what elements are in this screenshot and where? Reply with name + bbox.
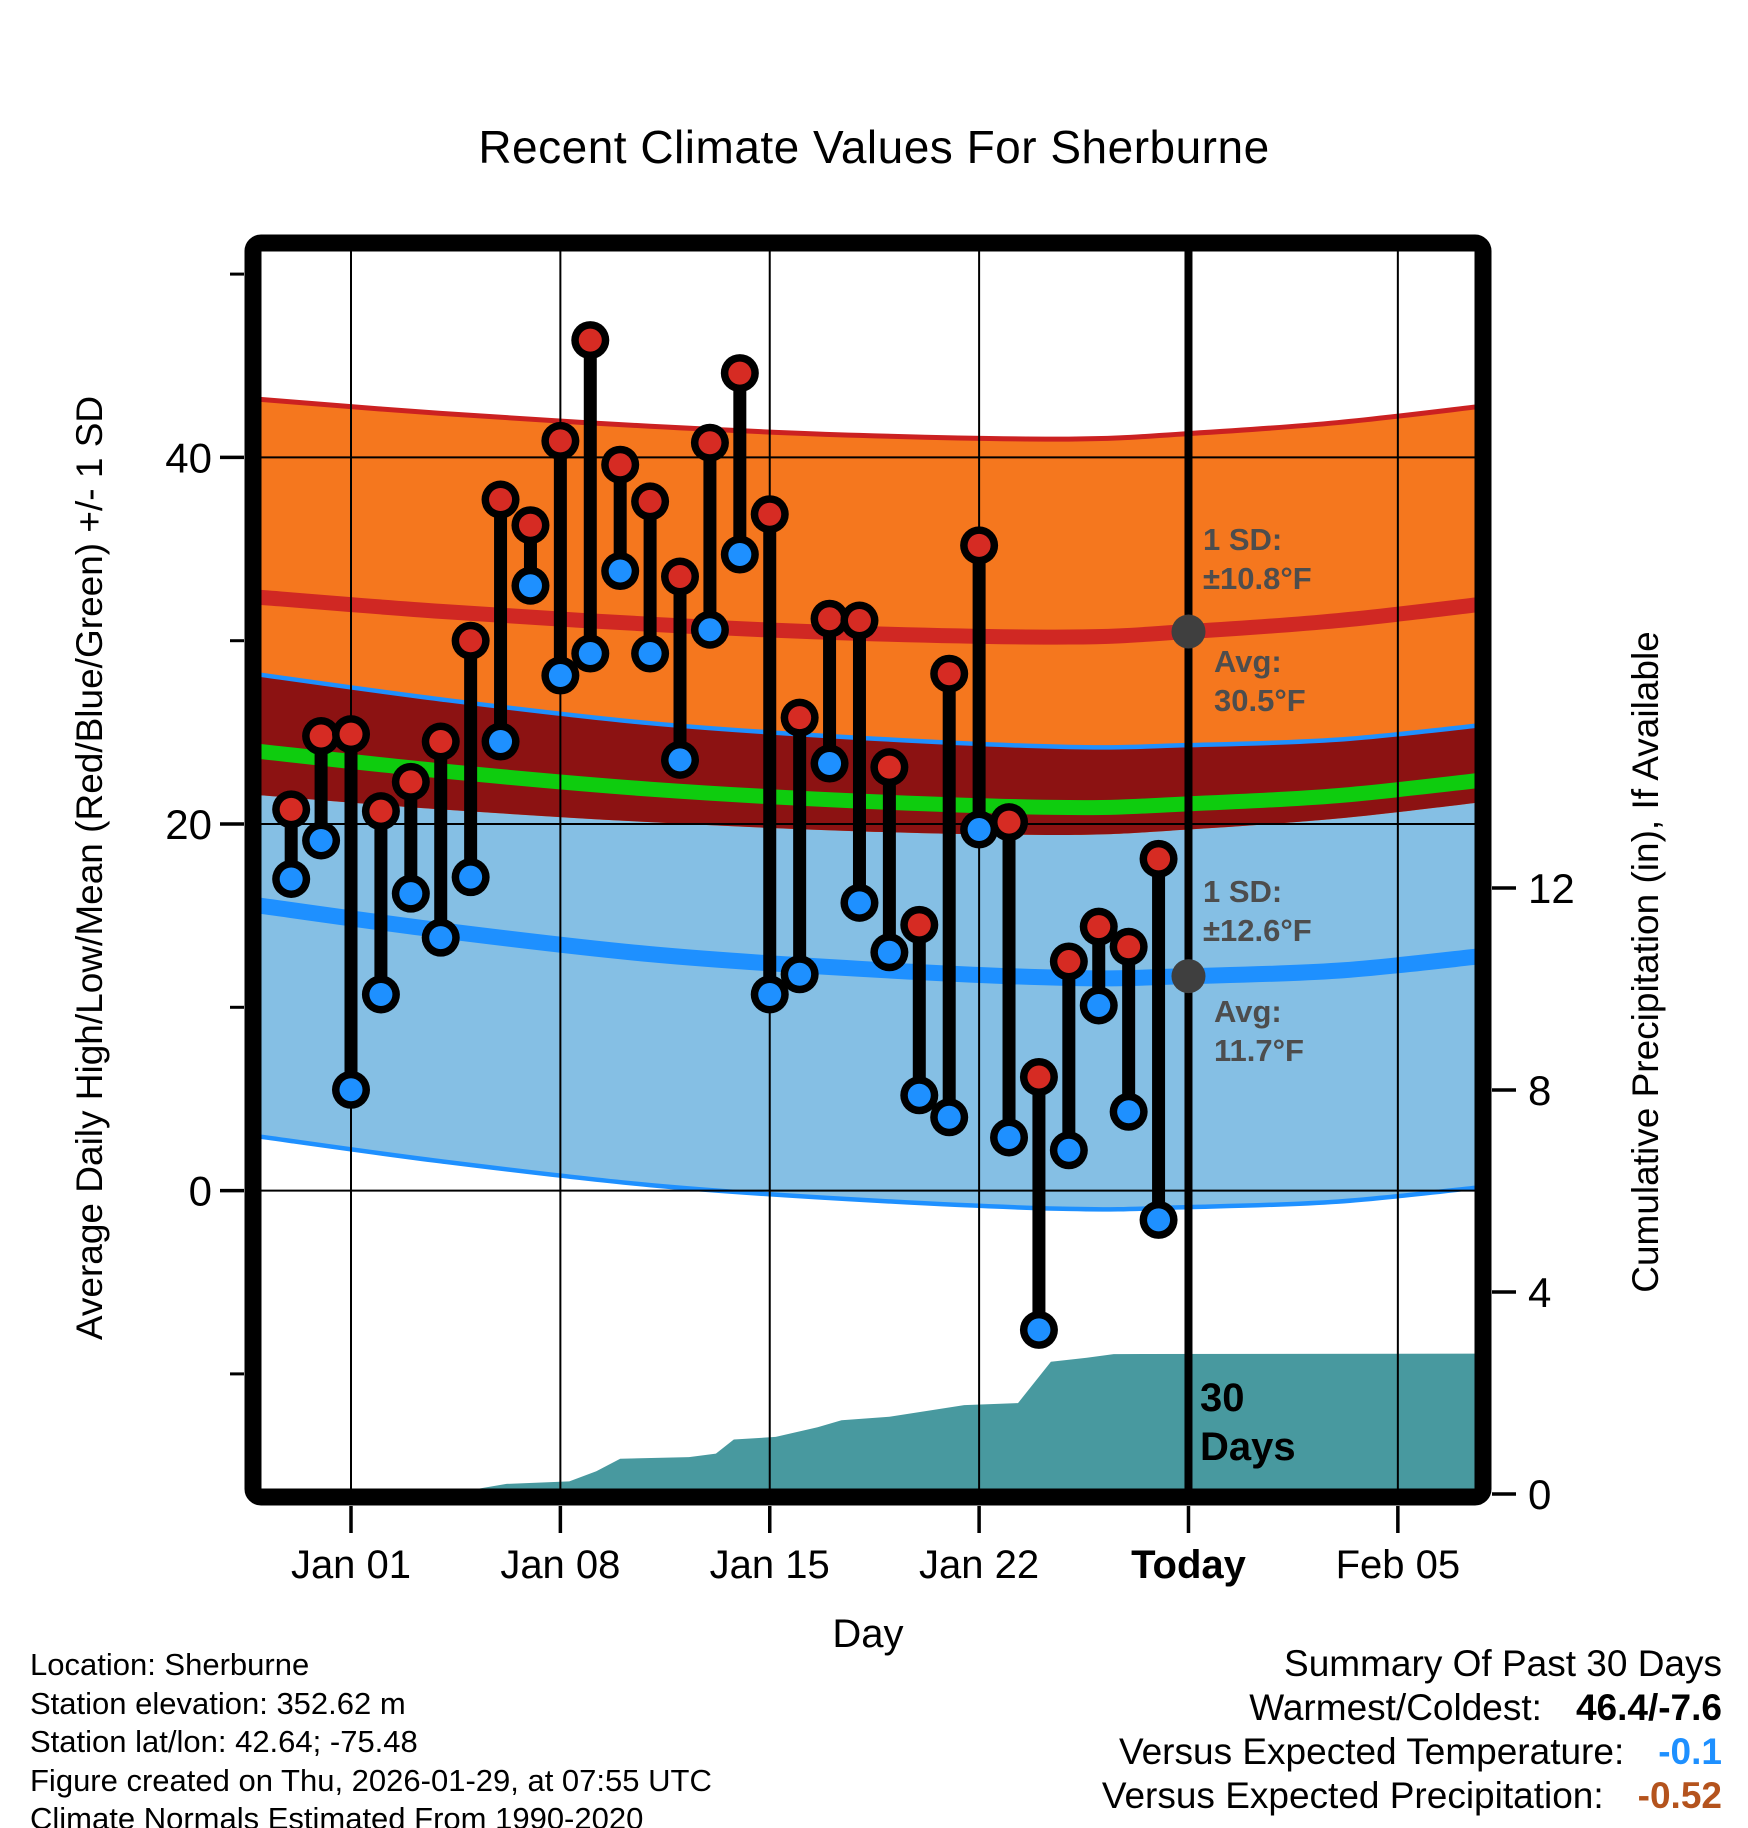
daily-high-dot [549,429,572,452]
daily-high-dot [579,329,602,352]
daily-low-dot [369,983,392,1006]
daily-low-dot [280,867,303,890]
daily-low-dot [908,1084,931,1107]
climate-normals-note: Climate Normals Estimated From 1990-2020 [30,1801,644,1828]
summary-row-label: Versus Expected Precipitation: [1101,1775,1604,1816]
avg-high-marker-dot [1171,615,1205,649]
daily-high-dot [968,534,991,557]
daily-low-dot [310,829,333,852]
daily-low-dot [1117,1100,1140,1123]
annotation-low-sd-label: 1 SD: [1203,874,1283,909]
daily-high-dot [758,503,781,526]
daily-high-dot [878,756,901,779]
summary-row-label: Versus Expected Temperature: [1118,1731,1625,1772]
annotation-high-sd-label: 1 SD: [1203,522,1283,557]
page-title: Recent Climate Values For Sherburne [478,121,1270,173]
annotation-low-avg-value: 11.7°F [1214,1033,1304,1068]
x-tick-label: Jan 22 [919,1543,1040,1587]
daily-high-dot [609,453,632,476]
daily-high-dot [280,798,303,821]
daily-low-dot [519,574,542,597]
y-right-tick-label: 4 [1528,1269,1552,1316]
annotation-high-sd [1203,520,1312,598]
annotation-low-sd-value: ±12.6°F [1203,913,1312,948]
summary-row-label: Warmest/Coldest: [1249,1687,1542,1728]
annotation-30-days [1200,1374,1296,1472]
annotation-high-sd-value: ±10.8°F [1203,561,1312,596]
daily-high-dot [489,488,512,511]
x-tick-label: Feb 05 [1335,1543,1461,1587]
y-left-tick-label: 40 [165,434,212,482]
summary-row-vs-temperature [1102,1730,1722,1774]
summary-row-value: -0.52 [1637,1775,1722,1816]
summary-title: Summary Of Past 30 Days [1284,1643,1722,1684]
daily-high-dot [519,514,542,537]
annotation-30-days-line1: 30 [1200,1376,1245,1420]
daily-low-dot [579,642,602,665]
daily-low-dot [340,1078,363,1101]
daily-high-dot [848,609,871,632]
daily-high-dot [728,362,751,385]
daily-low-dot [1147,1208,1170,1231]
y-axis-left-label: Average Daily High/Low/Mean (Red/Blue/Green) +/- 1 SD [69,395,110,1341]
daily-low-dot [1057,1139,1080,1162]
daily-high-dot [369,800,392,823]
annotation-low-avg-label: Avg: [1214,994,1282,1029]
daily-high-dot [340,723,363,746]
summary-row-value: 46.4/-7.6 [1575,1687,1722,1728]
daily-low-dot [639,642,662,665]
daily-low-dot [1087,994,1110,1017]
annotation-high-avg-value: 30.5°F [1214,683,1306,718]
daily-high-dot [639,490,662,513]
y-right-tick-label: 8 [1528,1067,1552,1114]
daily-low-dot [758,983,781,1006]
cumulative-precip-area [253,1354,1483,1494]
daily-high-dot [998,811,1021,834]
annotation-high-avg [1214,642,1306,720]
daily-high-dot [818,607,841,630]
daily-low-dot [728,543,751,566]
daily-high-dot [908,913,931,936]
daily-low-dot [399,882,422,905]
daily-low-dot [938,1106,961,1129]
x-tick-label: Jan 01 [290,1543,412,1587]
daily-low-dot [998,1126,1021,1149]
y-right-tick-label: 12 [1528,865,1575,912]
figure-created-timestamp: Figure created on Thu, 2026-01-29, at 07:55 UTC [30,1762,712,1798]
y-axis-right-label: Cumulative Precipitation (in), If Available [1625,631,1666,1293]
daily-high-dot [698,431,721,454]
daily-low-dot [549,664,572,687]
x-tick-label: Jan 15 [709,1543,830,1587]
daily-low-dot [848,891,871,914]
daily-high-dot [938,662,961,685]
daily-high-dot [669,565,692,588]
daily-high-dot [1117,935,1140,958]
annotation-low-avg [1214,992,1304,1070]
daily-high-dot [399,770,422,793]
daily-low-dot [1027,1318,1050,1341]
annotation-30-days-line2: Days [1200,1425,1296,1469]
daily-low-dot [429,926,452,949]
daily-high-dot [1087,915,1110,938]
y-left-tick-label: 20 [165,801,212,848]
x-tick-label: Today [1131,1543,1246,1587]
station-latlon: Station lat/lon: 42.64; -75.48 [30,1724,418,1759]
daily-high-dot [429,730,452,753]
x-tick-label: Jan 08 [500,1543,621,1587]
summary-row-vs-precipitation [1102,1774,1722,1818]
station-elevation: Station elevation: 352.62 m [30,1685,406,1721]
daily-low-dot [968,818,991,841]
x-axis-label: Day [832,1612,904,1656]
summary-past-30-days [1102,1642,1722,1818]
daily-low-dot [818,752,841,775]
daily-low-dot [698,618,721,641]
daily-low-dot [459,866,482,889]
station-info [30,1646,712,1828]
daily-high-dot [788,706,811,729]
daily-high-dot [310,725,333,748]
daily-low-dot [878,941,901,964]
summary-row-warmest-coldest [1102,1686,1722,1730]
station-location: Location: Sherburne [30,1647,310,1682]
daily-low-dot [669,748,692,771]
daily-high-dot [1147,847,1170,870]
daily-high-dot [1057,950,1080,973]
y-left-tick-label: 0 [188,1167,212,1215]
annotation-low-sd [1203,872,1312,950]
daily-low-dot [788,963,811,986]
summary-row-value: -0.1 [1658,1731,1722,1772]
daily-high-dot [1027,1065,1050,1088]
daily-low-dot [609,560,632,583]
daily-high-dot [459,629,482,652]
daily-low-dot [489,730,512,753]
annotation-high-avg-label: Avg: [1214,644,1282,679]
y-right-tick-label: 0 [1528,1471,1552,1518]
avg-low-marker-dot [1171,959,1205,993]
